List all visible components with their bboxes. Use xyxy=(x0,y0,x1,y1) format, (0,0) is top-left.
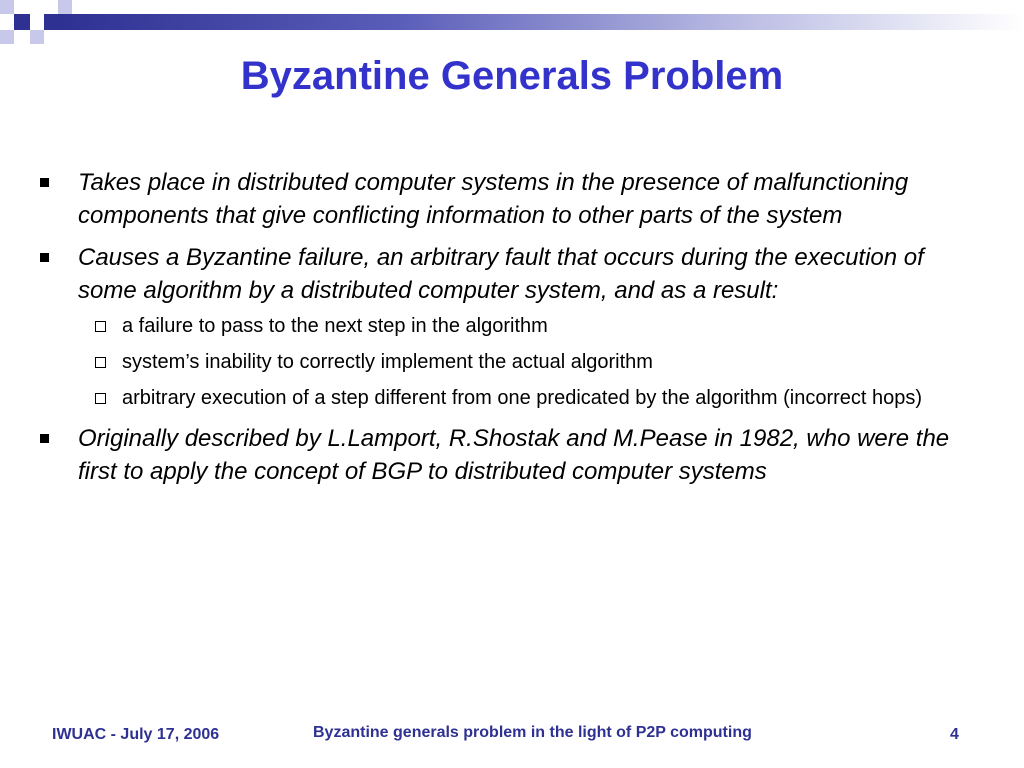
decorative-square xyxy=(44,14,60,30)
square-bullet-icon xyxy=(40,434,49,443)
decorative-square xyxy=(30,0,44,14)
slide-title: Byzantine Generals Problem xyxy=(240,54,784,98)
footer-event-date: IWUAC - July 17, 2006 xyxy=(52,726,220,743)
sub-bullet-list xyxy=(40,312,975,413)
hollow-square-bullet-icon xyxy=(95,393,106,404)
sub-bullet-item xyxy=(40,348,975,377)
sub-bullet-item xyxy=(40,312,975,341)
decorative-square xyxy=(14,14,30,30)
square-bullet-icon xyxy=(40,178,49,187)
decorative-square xyxy=(0,30,14,44)
slide-number: 4 xyxy=(950,726,959,743)
sub-bullet-text: system’s inability to correctly implement the actual algorithm xyxy=(122,351,653,373)
header-gradient-bar xyxy=(60,14,1024,30)
sub-bullet-text: a failure to pass to the next step in the algorithm xyxy=(122,315,548,337)
hollow-square-bullet-icon xyxy=(95,321,106,332)
bullet-text: Causes a Byzantine failure, an arbitrary fault that occurs during the execution of some algorithm by a distributed computer system, and as a result: xyxy=(78,244,924,304)
decorative-square xyxy=(30,30,44,44)
bullet-item xyxy=(40,241,975,307)
bullet-text: Takes place in distributed computer systems in the presence of malfunctioning components that give conflicting information to other parts of the system xyxy=(78,169,909,229)
decorative-square xyxy=(0,0,14,14)
sub-bullet-item xyxy=(40,384,975,413)
hollow-square-bullet-icon xyxy=(95,357,106,368)
decorative-square xyxy=(58,0,72,14)
bullet-item xyxy=(40,422,975,488)
bullet-text: Originally described by L.Lamport, R.Shostak and M.Pease in 1982, who were the first to apply the concept of BGP to distributed computer systems xyxy=(78,425,950,485)
square-bullet-icon xyxy=(40,253,49,262)
slide-content xyxy=(40,166,975,497)
sub-bullet-text: arbitrary execution of a step different from one predicated by the algorithm (incorrect hops) xyxy=(122,387,923,409)
bullet-item xyxy=(40,166,975,232)
footer-presentation-title: Byzantine generals problem in the light of P2P computing xyxy=(313,724,752,741)
